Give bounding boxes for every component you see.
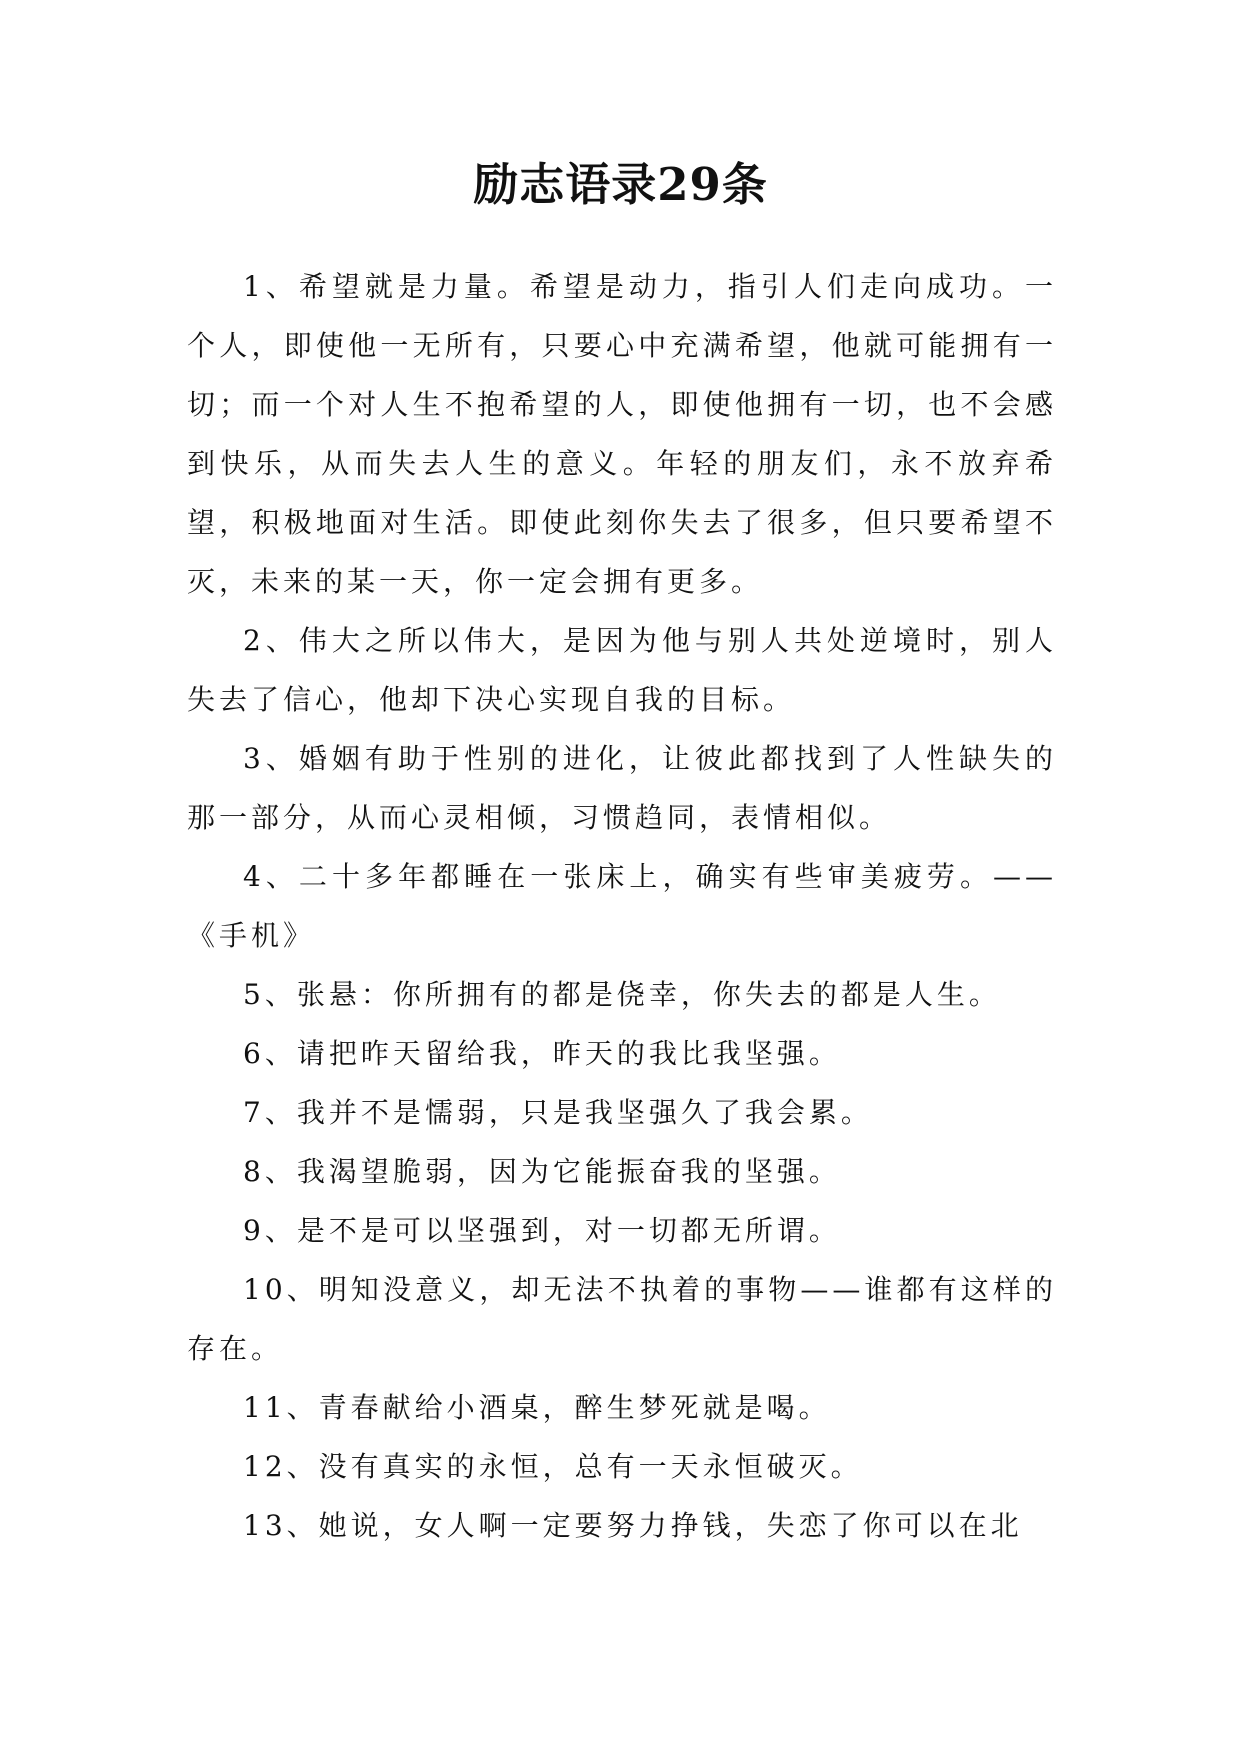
quote-paragraph-6: 6、请把昨天留给我，昨天的我比我坚强。	[243, 1037, 841, 1070]
document-body	[187, 257, 1057, 1555]
quote-paragraph-13: 13、她说，女人啊一定要努力挣钱，失恋了你可以在北	[243, 1509, 1023, 1542]
quote-paragraph-11: 11、青春献给小酒桌，醉生梦死就是喝。	[243, 1391, 831, 1424]
quote-paragraph-7: 7、我并不是懦弱，只是我坚强久了我会累。	[243, 1096, 873, 1129]
quote-paragraph-3: 3、婚姻有助于性别的进化，让彼此都找到了人性缺失的那一部分，从而心灵相倾，习惯趋同，表情相似。	[187, 742, 1057, 834]
quote-paragraph-12: 12、没有真实的永恒，总有一天永恒破灭。	[243, 1450, 863, 1483]
quote-paragraph-10: 10、明知没意义，却无法不执着的事物——谁都有这样的存在。	[187, 1273, 1057, 1365]
quote-paragraph-1: 1、希望就是力量。希望是动力，指引人们走向成功。一个人，即使他一无所有，只要心中充满希望，他就可能拥有一切；而一个对人生不抱希望的人，即使他拥有一切，也不会感到快乐，从而失去人生的意义。年轻的朋友们，永不放弃希望，积极地面对生活。即使此刻你失去了很多，但只要希望不灭，未来的某一天，你一定会拥有更多。	[187, 270, 1057, 598]
document-title: 励志语录29条	[473, 158, 768, 211]
quote-paragraph-8: 8、我渴望脆弱，因为它能振奋我的坚强。	[243, 1155, 841, 1188]
quote-paragraph-4: 4、二十多年都睡在一张床上，确实有些审美疲劳。——《手机》	[187, 860, 1057, 952]
quote-paragraph-2: 2、伟大之所以伟大，是因为他与别人共处逆境时，别人失去了信心，他却下决心实现自我的目标。	[187, 624, 1057, 716]
quote-paragraph-5: 5、张悬：你所拥有的都是侥幸，你失去的都是人生。	[243, 978, 1001, 1011]
quote-paragraph-9: 9、是不是可以坚强到，对一切都无所谓。	[243, 1214, 841, 1247]
